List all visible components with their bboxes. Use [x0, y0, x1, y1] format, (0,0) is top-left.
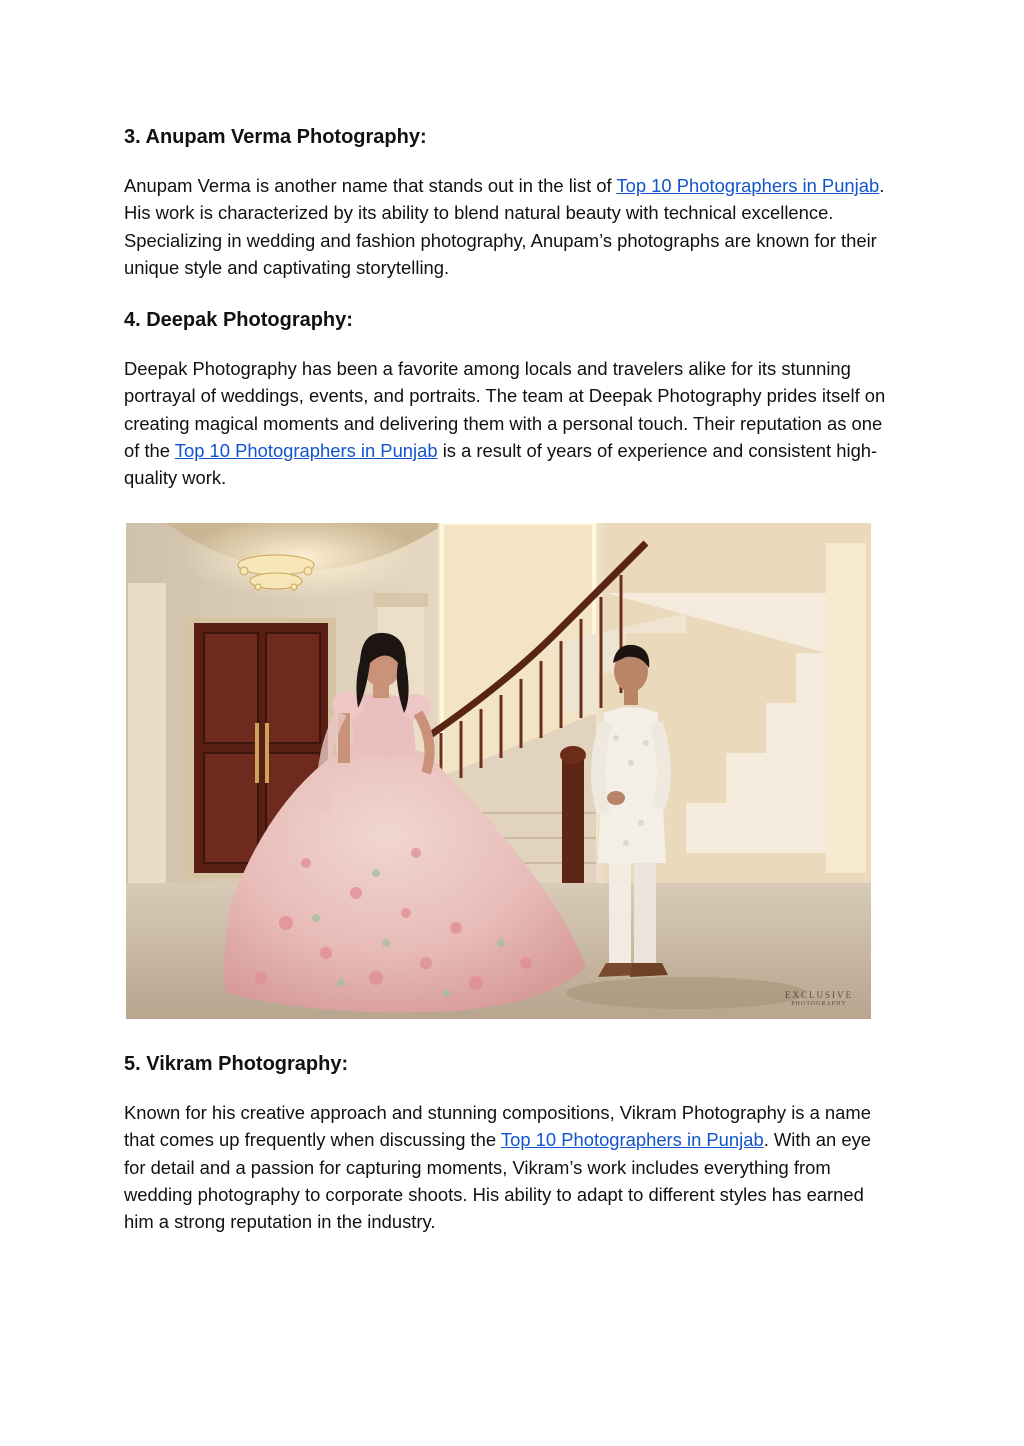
paragraph-text: . His work is characterized by its ability to blend natural beauty with technical excellence. Specializing in wedding and fashion photography, Anupam’s photographs are known for their unique style and captivating storytelling.: [124, 175, 885, 278]
wedding-couple-photo: [126, 523, 871, 1019]
watermark-line2: PHOTOGRAPHY: [791, 1001, 847, 1007]
section-heading-vikram: 5. Vikram Photography:: [124, 1053, 349, 1075]
section-paragraph-anupam-verma: [124, 172, 894, 281]
paragraph-text: Anupam Verma is another name that stands out in the list of: [124, 175, 617, 196]
watermark-line1: EXCLUSIVE: [785, 990, 853, 1000]
section-heading-anupam-verma: 3. Anupam Verma Photography:: [124, 126, 427, 148]
paragraph-text: Known for his creative approach and stunning compositions, Vikram Photography is a name that comes up frequently when discussing the: [124, 1102, 871, 1151]
section-paragraph-vikram: [124, 1099, 894, 1235]
top-10-photographers-link[interactable]: Top 10 Photographers in Punjab: [616, 175, 880, 196]
top-10-photographers-link[interactable]: Top 10 Photographers in Punjab: [500, 1129, 764, 1151]
paragraph-text: Deepak Photography has been a favorite among locals and travelers alike for its stunning portrayal of weddings, events, and portraits. The team at Deepak Photography prides itself on creating magical moments and delivering them with a personal touch. Their reputation as one of the: [124, 358, 886, 461]
paragraph-text: is a result of years of experience and consistent high-quality work.: [124, 439, 878, 489]
section-heading-deepak: 4. Deepak Photography:: [124, 309, 353, 331]
photographer-watermark: [785, 991, 853, 1009]
top-10-photographers-link[interactable]: Top 10 Photographers in Punjab: [174, 439, 438, 461]
paragraph-text: . With an eye for detail and a passion for capturing moments, Vikram’s work includes everything from wedding photography to corporate shoots. His ability to adapt to different styles has earned him a strong reputation in the industry.: [124, 1129, 872, 1233]
section-paragraph-deepak: [124, 355, 894, 491]
